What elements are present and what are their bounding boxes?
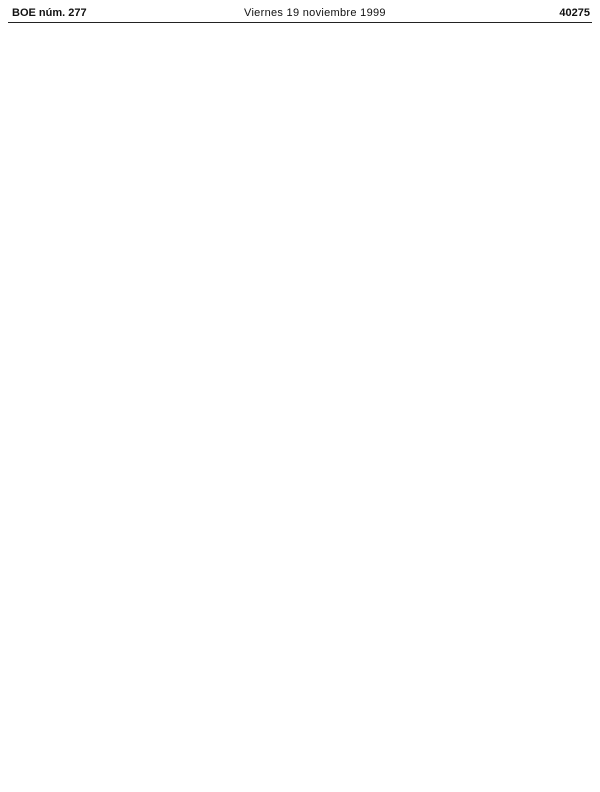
rotated-document-body: [8, 28, 592, 784]
page-header: [0, 0, 600, 22]
publication-name: BOE núm. 277: [12, 7, 87, 19]
header-divider: [8, 22, 592, 23]
page-number: 40275: [559, 7, 590, 19]
publication-date: Viernes 19 noviembre 1999: [244, 7, 386, 19]
